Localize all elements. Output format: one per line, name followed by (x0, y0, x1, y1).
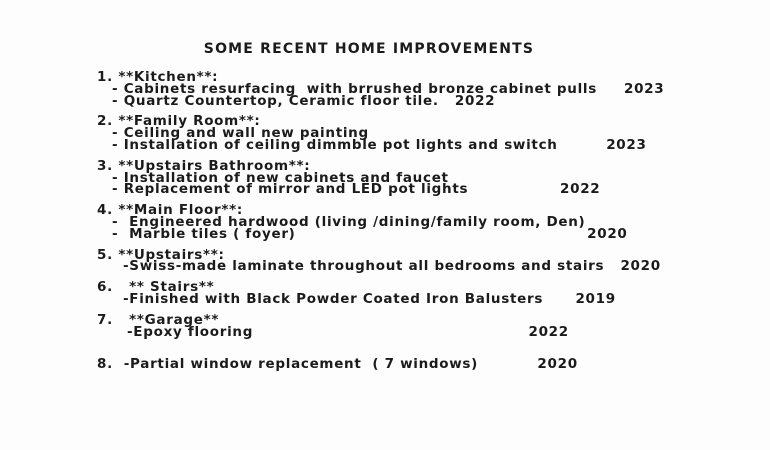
year-value: 2023 (624, 80, 665, 97)
section-window-replacement (97, 356, 770, 373)
heading-text: 5. **Upstairs**: (97, 246, 225, 263)
detail-text: - Ceiling and wall new painting (112, 125, 369, 142)
year-value: 2023 (606, 136, 647, 153)
detail-text: - Installation of ceiling dimmble pot lights and switch (112, 136, 607, 153)
year-value: 2022 (560, 181, 601, 198)
section-upstairs (97, 246, 770, 275)
page-title: SOME RECENT HOME IMPROVEMENTS (203, 41, 535, 57)
heading-text: 3. **Upstairs Bathroom**: (97, 157, 311, 174)
detail-text: -Swiss-made laminate throughout all bedrooms and stairs (123, 258, 621, 275)
year-value: 2019 (575, 290, 616, 307)
detail-line (123, 290, 770, 307)
detail-line (123, 258, 770, 275)
section-kitchen (97, 69, 770, 109)
detail-line (112, 225, 770, 242)
year-value: 2022 (454, 92, 496, 109)
year-value: 2020 (620, 258, 661, 275)
detail-line (127, 323, 770, 340)
year-value: 2020 (587, 225, 628, 242)
detail-text: - Replacement of mirror and LED pot lights (112, 181, 561, 198)
heading-text: 6. ** Stairs** (97, 279, 215, 296)
detail-text: - Cabinets resurfacing with brrushed bronze cabinet pulls (112, 80, 624, 97)
detail-line (97, 356, 770, 373)
document-content (0, 69, 770, 373)
detail-line (112, 136, 770, 153)
detail-text: -Finished with Black Powder Coated Iron Balusters (123, 290, 576, 307)
year-value: 2020 (537, 356, 578, 373)
heading-text: 7. **Garage** (97, 311, 220, 328)
section-garage (97, 311, 770, 340)
section-upstairs-bathroom (97, 157, 770, 198)
section-family-room (97, 113, 770, 153)
heading-text: 4. **Main Floor**: (97, 202, 243, 219)
heading-text: 2. **Family Room**: (97, 113, 261, 130)
detail-text: -Epoxy flooring (127, 323, 529, 340)
year-value: 2022 (528, 323, 569, 340)
detail-text: - Engineered hardwood (living /dining/family room, Den) (112, 213, 586, 230)
detail-line (112, 92, 770, 109)
detail-line (112, 181, 770, 198)
section-stairs (97, 279, 770, 307)
heading-text: 1. **Kitchen**: (97, 69, 219, 85)
section-main-floor (97, 202, 770, 242)
detail-text: 8. -Partial window replacement ( 7 windows) (97, 356, 538, 373)
detail-text: - Marble tiles ( foyer) (112, 225, 588, 242)
detail-text: - Quartz Countertop, Ceramic floor tile. (112, 92, 455, 109)
detail-text: - Installation of new cabinets and faucet (112, 169, 449, 186)
